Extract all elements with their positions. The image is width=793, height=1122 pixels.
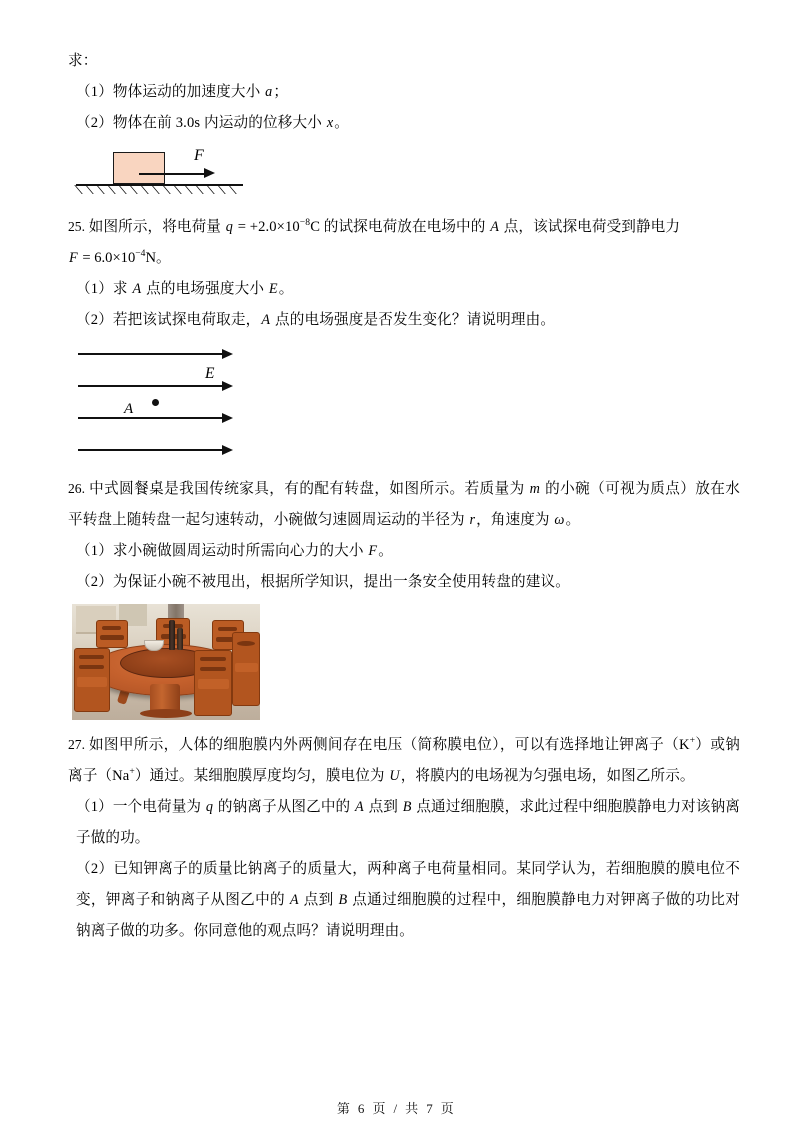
field-line-1 [78,348,238,360]
page-footer: 第 6 页 / 共 7 页 [336,1101,457,1116]
round-dining-table-photo [72,604,260,720]
q27-stem-d: ，将膜内的电场视为匀强电场，如图乙所示。 [400,768,695,784]
q26-part1-force-symbol: F [368,543,378,559]
q27-part2-c: 点通过细胞膜的过程中，细胞膜静电力对钾离子做的功比对钠离子做的功多。你同意他的观点吗？请说明理由。 [76,892,740,939]
q25-force-exponent: −4 [135,248,146,260]
q24-part2-end: 。 [334,115,350,131]
q26-radius-symbol: r [469,512,476,528]
q25-force-value: = 6.0×10 [78,250,136,266]
q25-stem-b: 的试探电荷放在电场中的 [320,219,490,235]
q26-stem-end: 。 [565,512,581,528]
q27-stem [68,729,740,792]
q27-potassium-charge: + [689,735,696,747]
q26-part-1 [68,536,740,567]
q25-stem [68,211,740,243]
q24-part2-text-a: （2）物体在前 [76,115,176,131]
q27-sodium-symbol: Na [112,768,130,784]
q27-part1-point-b: B [402,799,412,815]
q25-part2-a: （2）若把该试探电荷取走， [76,312,261,328]
q25-part1-a: （1）求 [76,281,132,297]
ground-hatching [76,184,243,194]
q25-charge-symbol: q [225,219,233,235]
q27-stem-c: ）通过。某细胞膜厚度均匀，膜电位为 [134,768,389,784]
q26-mass-symbol: m [529,481,541,497]
force-arrow-head-icon [204,168,215,178]
q25-stem-a: 如图所示，将电荷量 [88,219,225,235]
q26-number: 26. [68,481,85,496]
field-line-shaft [78,385,226,387]
page-content [68,46,740,947]
q25-charge-value: = +2.0×10 [233,219,300,235]
q27-part2-b: 点到 [299,892,338,908]
point-a-marker [152,399,159,406]
q27-charge-symbol: q [205,799,214,815]
q26-stem-a: 中式圆餐桌是我国传统家具，有的配有转盘，如图所示。若质量为 [89,481,529,497]
q25-force-formula [68,243,740,274]
q24-part-2 [68,108,740,139]
q25-part1-end: 。 [278,281,294,297]
uniform-electric-field-figure [78,348,328,463]
block-shape [113,152,165,184]
field-line-shaft [78,353,226,355]
q26-stem-c: ，角速度为 [476,512,554,528]
chair-front-left [74,648,110,712]
q27-sodium-charge: + [129,766,135,778]
q25-force-end: 。 [156,250,171,266]
q25-charge-exponent: −8 [299,217,311,229]
q27-part-2 [68,854,740,947]
q25-part2-b: 点的电场强度是否发生变化？请说明理由。 [271,312,556,328]
q26-stem [68,473,740,536]
q27-part1-a: （1）一个电荷量为 [76,799,205,815]
q25-number: 25. [68,219,85,234]
q26-stem-b: 的小碗（可视为质点）放在水平转盘上随转盘一起匀速转动，小碗做匀速圆周运动的半径为 [68,481,740,528]
q27-part-1 [68,792,740,854]
q26-part1-end: 。 [378,543,393,559]
q27-part2-point-b: B [338,892,348,908]
q25-force-unit: N [145,250,157,266]
q27-voltage-symbol: U [389,768,400,784]
bottle [177,628,183,650]
field-arrow-head-icon [222,381,233,391]
q27-part1-b: 的钠离子从图乙中的 [214,799,355,815]
q24-part2-symbol: x [326,115,334,131]
q25-part2-point: A [261,312,271,328]
q27-part2-point-a: A [289,892,299,908]
q26-part-2: （2）为保证小碗不被甩出，根据所学知识，提出一条安全使用转盘的建议。 [76,574,570,590]
q25-part-1 [68,274,740,305]
point-a-label: A [124,401,134,417]
field-line-3 [78,412,238,424]
q27-stem-a: 如图甲所示，人体的细胞膜内外两侧间存在电压（简称膜电位），可以有选择地让钾离子（ [89,737,680,753]
q25-part1-point: A [132,281,142,297]
q25-force-symbol: F [69,250,78,266]
q24-part1-text: （1）物体运动的加速度大小 [76,84,265,100]
q26-part1-a: （1）求小碗做圆周运动时所需向心力的大小 [76,543,368,559]
q27-potassium-symbol: K [679,737,690,753]
field-arrow-head-icon [222,349,233,359]
chair-front-right [194,650,232,716]
q25-part-2 [68,305,740,336]
field-strength-label: E [205,365,215,382]
q24-part1-end: ； [273,84,289,100]
q24-prompt: 求： [68,53,98,69]
q25-stem-c: 点，该试探电荷受到静电力 [499,219,681,235]
q27-stem-b: ）或钠离子（ [68,737,740,784]
q27-part1-c: 点到 [364,799,402,815]
field-line-4 [78,444,238,456]
field-line-2 [78,380,238,392]
q27-part1-d: 点通过细胞膜，求此过程中细胞膜静电力对该钠离子做的功。 [76,799,741,846]
chair-right [232,632,260,706]
table-base [140,709,192,718]
q24-part2-text-b: 内运动的位移大小 [200,115,326,131]
q27-part2-a: （2）已知钾离子的质量比钠离子的质量大，两种离子电荷量相同。某同学认为，若细胞膜的膜电位不变，钾离子和钠离子从图乙中的 [76,861,740,908]
q25-point-a-symbol: A [490,219,499,235]
force-arrow-shaft [139,173,208,175]
chair-back [96,620,128,648]
bottle [169,620,175,650]
field-line-shaft [78,417,226,419]
q24-part1-symbol: a [265,84,273,100]
q27-part1-point-a: A [355,799,364,815]
block-on-ground-figure [76,147,276,197]
q27-number: 27. [68,737,85,752]
force-label: F [194,147,204,164]
q26-omega-symbol: ω [554,512,565,528]
field-line-shaft [78,449,226,451]
q25-part1-field-symbol: E [268,281,278,297]
q24-part-1 [68,77,740,108]
q24-part2-value: 3.0s [175,115,201,131]
field-arrow-head-icon [222,413,233,423]
field-arrow-head-icon [222,445,233,455]
q25-charge-unit: C [310,219,321,235]
q25-part1-b: 点的电场强度大小 [142,281,268,297]
